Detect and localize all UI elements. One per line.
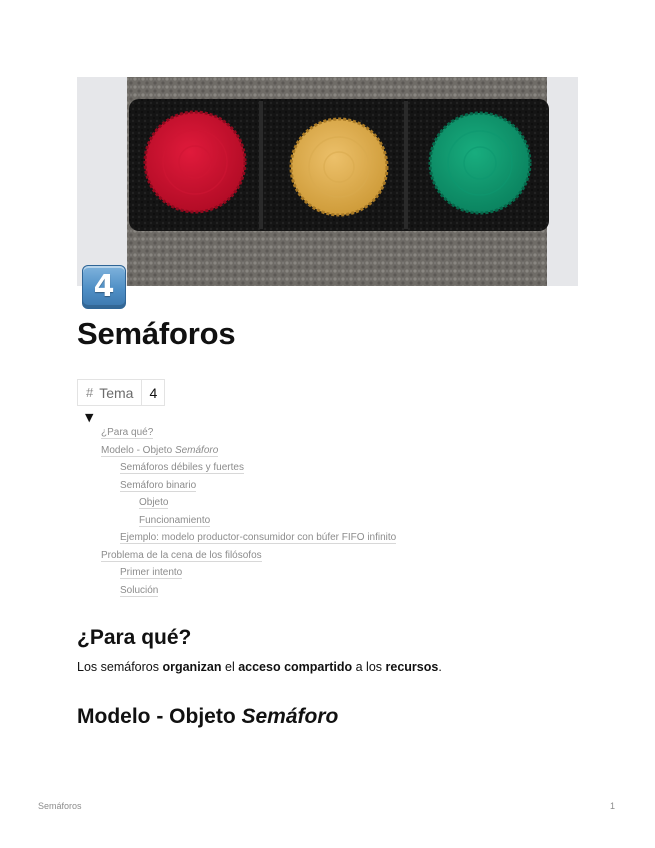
toc-item[interactable]: Problema de la cena de los filósofos xyxy=(101,549,262,561)
property-name[interactable] xyxy=(78,380,142,405)
toc-item[interactable]: Funcionamiento xyxy=(139,514,211,526)
cover-image xyxy=(77,77,578,286)
section-heading-para-que: ¿Para qué? xyxy=(77,626,192,649)
table-of-contents xyxy=(101,424,396,599)
toc-item[interactable]: ¿Para qué? xyxy=(101,427,154,438)
toc-toggle-triangle-icon[interactable]: ▼ xyxy=(85,411,94,424)
property-row-tema[interactable] xyxy=(77,379,165,406)
footer-page-number: 1 xyxy=(610,801,616,811)
hash-icon: # xyxy=(86,385,94,400)
crochet-traffic-light-image xyxy=(77,77,578,286)
toc-item[interactable]: Semáforos débiles y fuertes xyxy=(120,462,244,473)
section-heading-modelo: Modelo - Objeto Semáforo xyxy=(77,705,339,728)
property-name-label: Tema xyxy=(99,384,134,401)
toc-item[interactable]: Solución xyxy=(120,584,159,596)
toc-item[interactable]: Ejemplo: modelo productor-consumidor con búfer FIFO infinito xyxy=(120,532,397,543)
paragraph-para-que: Los semáforos organizan el acceso compartido a los recursos. xyxy=(77,660,442,674)
toc-item[interactable]: Primer intento xyxy=(120,567,183,578)
page-title: Semáforos xyxy=(77,316,236,351)
keycap-digit-four-icon: 4 xyxy=(82,265,126,309)
toc-item[interactable]: Modelo - Objeto Semáforo xyxy=(101,444,219,456)
footer-document-title: Semáforos xyxy=(38,801,82,811)
toc-item[interactable]: Objeto xyxy=(139,497,169,508)
property-value[interactable]: 4 xyxy=(149,384,158,401)
toc-item[interactable]: Semáforo binario xyxy=(120,479,197,491)
